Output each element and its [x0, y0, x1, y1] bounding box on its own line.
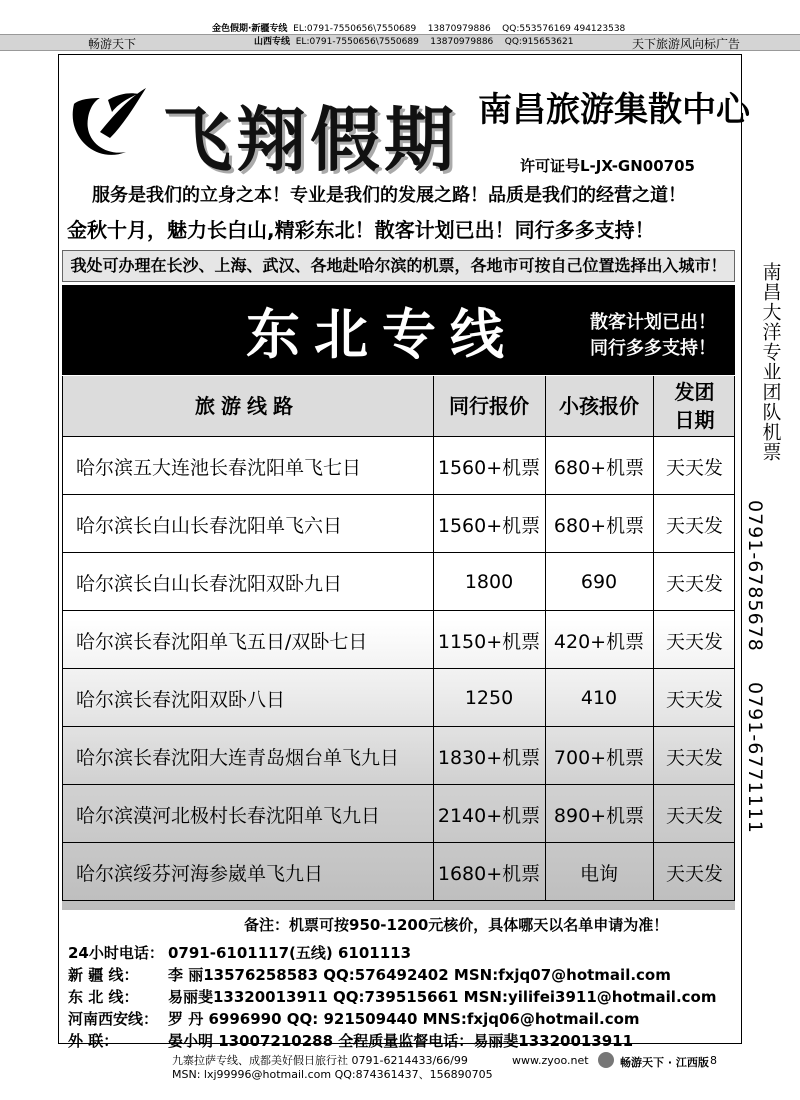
- column-divider: [734, 376, 735, 900]
- header-line1: 金色假期·新疆专线 EL:0791-7550656\7550689 13870979886 QQ:553576169 494123538: [212, 24, 626, 34]
- cell-peer: 1150+机票: [437, 630, 541, 653]
- cell-child: 电询: [579, 862, 618, 885]
- cell-date: 天天发: [665, 456, 723, 479]
- slogan-autumn: 金秋十月，魅力长白山,精彩东北！散客计划已出！同行多多支持！: [67, 218, 655, 242]
- table-row: [62, 785, 735, 843]
- contact-label: 东 北 线：: [68, 988, 139, 1006]
- publication-logo-icon: [598, 1052, 614, 1068]
- footer-line-1: 九寨拉萨专线、成都美好假日旅行社 0791-6214433/66/99: [172, 1054, 468, 1067]
- row-divider: [62, 552, 735, 553]
- cell-date: 天天发: [665, 746, 723, 769]
- cell-date: 天天发: [665, 688, 723, 711]
- cell-route: 哈尔滨五大连池长春沈阳单飞七日: [76, 456, 362, 479]
- table-row: [62, 611, 735, 669]
- row-divider: [62, 784, 735, 785]
- cell-peer: 1560+机票: [437, 456, 541, 479]
- column-divider: [62, 376, 63, 900]
- contact-line: [68, 986, 716, 1007]
- cell-route: 哈尔滨漠河北极村长春沈阳单飞九日: [76, 804, 381, 827]
- cell-child: 690: [580, 571, 618, 593]
- header-right: 天下旅游风向标广告: [632, 37, 741, 51]
- cell-route: 哈尔滨长白山长春沈阳双卧九日: [76, 572, 343, 595]
- contact-line: [68, 1030, 633, 1051]
- table-row: [62, 553, 735, 611]
- center-name: 南昌旅游集散中心: [478, 90, 750, 130]
- cell-child: 700+机票: [553, 746, 645, 769]
- cell-peer: 2140+机票: [437, 804, 541, 827]
- cell-route: 哈尔滨长白山长春沈阳单飞六日: [76, 514, 343, 537]
- header-peer-price: 同行报价: [449, 394, 529, 418]
- column-divider: [433, 376, 434, 900]
- side-phone-2: 0791-6771111: [744, 682, 766, 834]
- table-row: [62, 727, 735, 785]
- side-ad-label: 南昌大洋专业团队机票: [759, 262, 782, 462]
- contact-label: 河南西安线：: [68, 1010, 159, 1028]
- cell-date: 天天发: [665, 514, 723, 537]
- row-divider: [62, 436, 735, 437]
- contact-text: 易丽斐13320013911 QQ:739515661 MSN:yilifei3911@hotmail.com: [168, 988, 717, 1006]
- cell-peer: 1680+机票: [437, 862, 541, 885]
- cell-route: 哈尔滨长春沈阳单飞五日/双卧七日: [76, 630, 368, 653]
- footer-publication: 畅游天下 · 江西版: [620, 1056, 709, 1069]
- row-divider: [62, 494, 735, 495]
- row-divider: [62, 900, 735, 901]
- remark: 备注：机票可按950-1200元核价，具体哪天以名单申请为准！: [244, 916, 669, 934]
- cell-peer: 1800: [464, 571, 514, 593]
- header-child-price: 小孩报价: [559, 394, 639, 418]
- cell-route: 哈尔滨长春沈阳大连青岛烟台单飞九日: [76, 746, 400, 769]
- row-divider: [62, 726, 735, 727]
- cell-child: 680+机票: [553, 514, 645, 537]
- cell-child: 420+机票: [553, 630, 645, 653]
- table-row: [62, 495, 735, 553]
- footer-site: www.zyoo.net: [512, 1054, 589, 1067]
- cell-date: 天天发: [665, 804, 723, 827]
- license-number: 许可证号L-JX-GN00705: [520, 157, 695, 175]
- contact-label: 外 联：: [68, 1032, 119, 1050]
- contact-text: 0791-6101117(五线) 6101113: [168, 944, 412, 962]
- row-divider: [62, 668, 735, 669]
- row-divider: [62, 842, 735, 843]
- footer-line-2: MSN: lxj99996@hotmail.com QQ:874361437、156890705: [172, 1068, 493, 1081]
- header-departure-date: 发团 日期: [674, 380, 715, 432]
- side-phone-1: 0791-6785678: [744, 500, 766, 652]
- banner-title: 东北专线: [246, 303, 518, 366]
- header-route: 旅游线路: [195, 394, 299, 418]
- table-header: [62, 376, 735, 436]
- brand-name: 飞翔假期: [162, 98, 458, 181]
- slogan-service: 服务是我们的立身之本！专业是我们的发展之路！品质是我们的经营之道！: [92, 185, 686, 206]
- banner-subtitle-1: 散客计划已出！: [590, 312, 716, 333]
- contact-line: [68, 942, 411, 963]
- contact-text: 李 丽13576258583 QQ:576492402 MSN:fxjq07@hotmail.com: [168, 966, 671, 984]
- contact-line: [68, 964, 671, 985]
- cell-peer: 1830+机票: [437, 746, 541, 769]
- cell-route: 哈尔滨绥芬河海参崴单飞九日: [76, 862, 324, 885]
- cell-date: 天天发: [665, 862, 723, 885]
- contact-label: 24小时电话：: [68, 944, 164, 962]
- cell-date: 天天发: [665, 572, 723, 595]
- cell-child: 410: [580, 687, 618, 709]
- cell-date: 天天发: [665, 630, 723, 653]
- cell-peer: 1560+机票: [437, 514, 541, 537]
- page-number: 8: [710, 1054, 717, 1067]
- cell-child: 680+机票: [553, 456, 645, 479]
- column-divider: [545, 376, 546, 900]
- cell-child: 890+机票: [553, 804, 645, 827]
- side-ad-text: [752, 262, 788, 468]
- header-line2: 山西专线 EL:0791-7550656\7550689 13870979886 QQ:915653621: [254, 37, 574, 47]
- table-row: [62, 437, 735, 495]
- ticket-notice: 我处可办理在长沙、上海、武汉、各地赴哈尔滨的机票，各地市可按自己位置选择出入城市！: [62, 250, 735, 282]
- column-divider: [653, 376, 654, 900]
- contact-text: 晏小明 13007210288 全程质量监督电话：易丽斐13320013911: [168, 1032, 634, 1050]
- cell-route: 哈尔滨长春沈阳双卧八日: [76, 688, 286, 711]
- contact-label: 新 疆 线：: [68, 966, 139, 984]
- table-row: [62, 843, 735, 901]
- table-row: [62, 669, 735, 727]
- swoosh-logo-icon: [66, 82, 148, 164]
- contact-line: [68, 1008, 640, 1029]
- row-divider: [62, 610, 735, 611]
- cell-peer: 1250: [464, 687, 514, 709]
- header-left: 畅游天下: [88, 37, 137, 51]
- contact-text: 罗 丹 6996990 QQ: 921509440 MNS:fxjq06@hotmail.com: [168, 1010, 640, 1028]
- banner-subtitle-2: 同行多多支持！: [590, 338, 716, 359]
